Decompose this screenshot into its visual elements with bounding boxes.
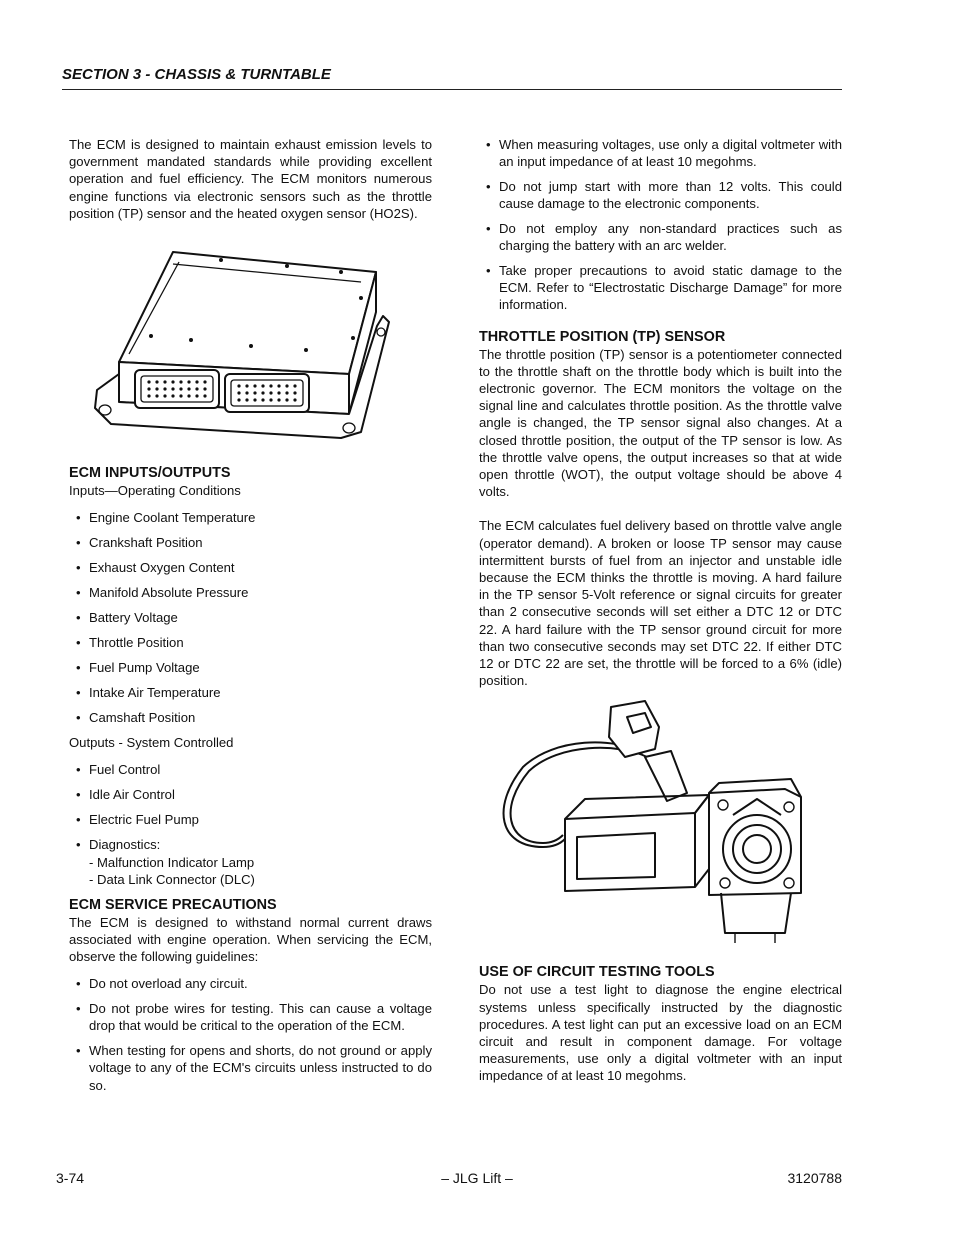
list-item: • Do not jump start with more than 12 volts. This could cause damage to the electronic components. [479,178,842,212]
list-item: • Throttle Position [69,634,432,651]
outputs-list [69,761,432,888]
ecm-intro-paragraph: The ECM is designed to maintain exhaust emission levels to government mandated standards while providing excellent operation and fuel efficiency. The ECM monitors numerous engine functions via electronic sensors such as the throttle position (TP) sensor and the heated oxygen sensor (HO2S). [69,137,432,221]
outputs-label: Outputs - System Controlled [69,735,234,751]
tp-sensor-paragraph-2: The ECM calculates fuel delivery based on throttle valve angle (operator demand). A broken or loose TP sensor may cause intermittent bursts of fuel from an injector and unstable idle because the ECM thinks the throttle is moving. A hard failure in the TP sensor 5-Volt reference or signal circuits for greater than 2 consecutive seconds will set either a DTC 12 or DTC 22. A hard failure with the TP sensor ground circuit for more than two consecutive seconds may set DTC 22. If either DTC 12 or DTC 22 are set, the throttle will be forced to a 6% (idle) position. [479,518,842,689]
list-item: • When testing for opens and shorts, do not ground or apply voltage to any of the ECM's circuits unless instructed to do so. [69,1042,432,1094]
inputs-label: Inputs—Operating Conditions [69,483,241,499]
precautions-list [69,975,432,1093]
tp-sensor-paragraph-1: The throttle position (TP) sensor is a potentiometer connected to the throttle shaft on the throttle body which is built into the electronic governor. The ECM monitors the voltage on the signal line and calculates throttle position. As the throttle valve angle is changed, the TP sensor signal also changes. At a closed throttle position, the output of the TP sensor is low. As the throttle valve opens, the output increases so that at wide open throttle (WOT), the output voltage should be above 4 volts. [479,346,842,500]
list-item: • Manifold Absolute Pressure [69,584,432,601]
list-item: • Battery Voltage [69,609,432,626]
list-item: • Do not employ any non-standard practices such as charging the battery with an arc welder. [479,220,842,254]
inputs-list [69,509,432,726]
precautions-intro: The ECM is designed to withstand normal current draws associated with engine operation. When servicing the ECM, observe the following guidelines: [69,914,432,965]
list-item: • Fuel Control [69,761,432,778]
list-item: • Camshaft Position [69,709,432,726]
page-number: 3-74 [56,1170,85,1186]
ecm-precautions-heading: ECM SERVICE PRECAUTIONS [69,896,277,913]
ecm-io-heading: ECM INPUTS/OUTPUTS [69,465,231,482]
list-item: • Take proper precautions to avoid static damage to the ECM. Refer to “Electrostatic Discharge Damage” for more information. [479,262,842,314]
list-item: • Intake Air Temperature [69,684,432,701]
precautions-continued-list [479,136,842,314]
footer-publisher: – JLG Lift – [441,1170,513,1186]
diagnostics-item: - Malfunction Indicator Lamp [89,854,255,870]
document-number: 3120788 [787,1170,842,1186]
tp-sensor-illustration [495,697,815,947]
header-rule [62,89,842,90]
ecm-module-illustration [91,242,391,442]
diagnostics-item: - Data Link Connector (DLC) [89,871,255,887]
section-title: SECTION 3 - CHASSIS & TURNTABLE [62,66,331,83]
left-column [69,136,432,1101]
circuit-testing-heading: USE OF CIRCUIT TESTING TOOLS [479,964,715,981]
list-item: • Do not probe wires for testing. This can cause a voltage drop that would be critical to the operation of the ECM. [69,1000,432,1034]
list-item: • Engine Coolant Temperature [69,509,432,526]
list-item [69,836,432,888]
list-item: • Fuel Pump Voltage [69,659,432,676]
tp-sensor-heading: THROTTLE POSITION (TP) SENSOR [479,328,726,345]
list-item: • Crankshaft Position [69,534,432,551]
right-column [479,136,842,1085]
list-item: • Idle Air Control [69,786,432,803]
list-item: • Exhaust Oxygen Content [69,559,432,576]
list-item: • When measuring voltages, use only a digital voltmeter with an input impedance of at least 10 megohms. [479,136,842,170]
diagnostics-label: • Diagnostics: [89,837,161,853]
circuit-testing-paragraph: Do not use a test light to diagnose the engine electrical systems unless specifically instructed by the diagnostic procedures. A test light can put an excessive load on an ECM circuit and result in component damage. For voltage measurements, use only a digital voltmeter with an input impedance of at least 10 megohms. [479,982,842,1084]
list-item: • Electric Fuel Pump [69,811,432,828]
list-item: • Do not overload any circuit. [69,975,432,992]
